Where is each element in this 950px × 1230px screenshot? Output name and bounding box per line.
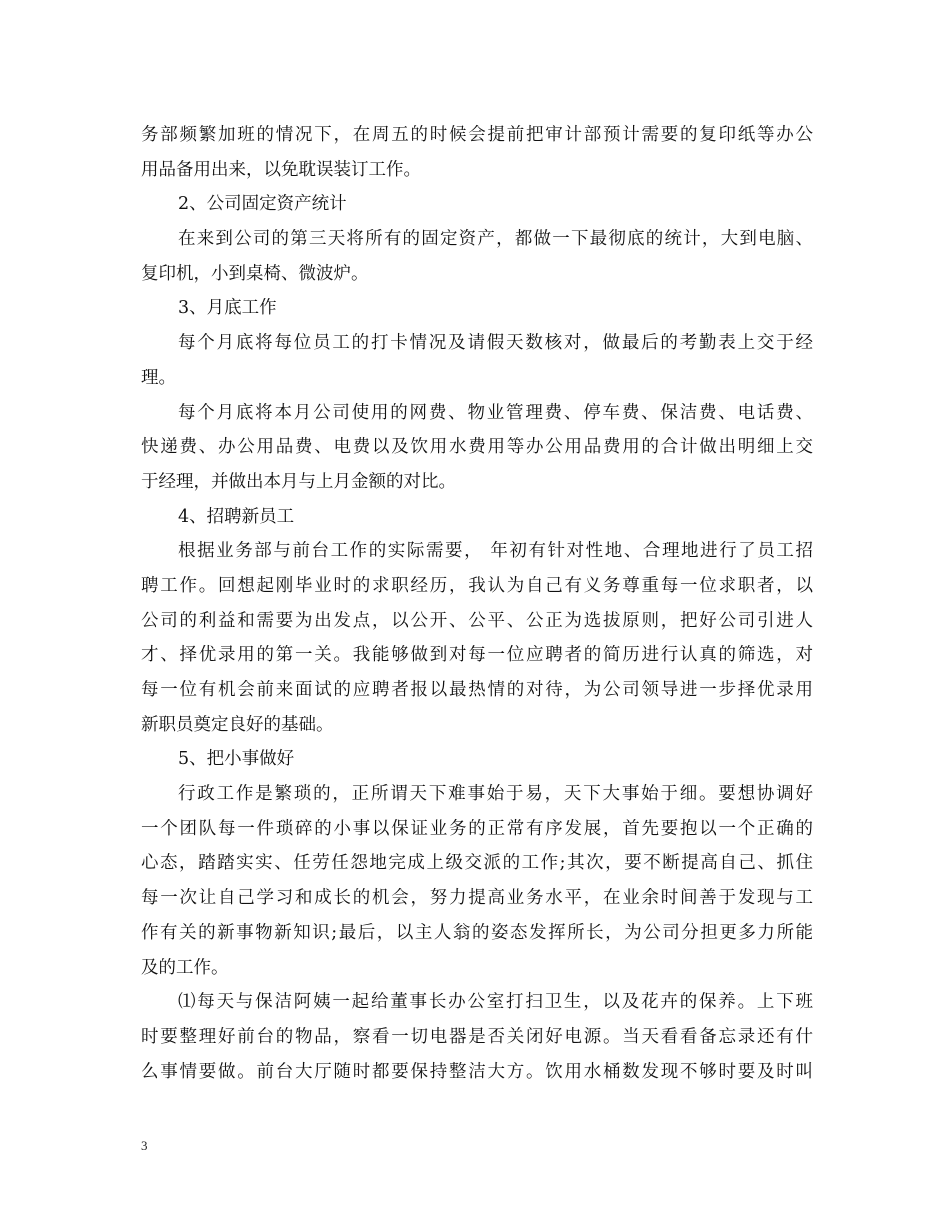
text-line: 用品备用出来，以免耽误装订工作。 (141, 159, 421, 180)
text-line: 每个月底将本月公司使用的网费、物业管理费、停车费、保洁费、电话费、 (178, 402, 813, 423)
text-line: 在来到公司的第三天将所有的固定资产，都做一下最彻底的统计，大到电脑、 (178, 229, 813, 250)
body-text (141, 118, 813, 1089)
text-line: 新职员奠定良好的基础。 (141, 714, 334, 735)
text-line: 每个月底将每位员工的打卡情况及请假天数核对，做最后的考勤表上交于经 (178, 333, 813, 354)
text-line: 复印机，小到桌椅、微波炉。 (141, 263, 369, 284)
text-line: 聘工作。回想起刚毕业时的求职经历，我认为自己有义务尊重每一位求职者，以 (141, 575, 813, 596)
text-line: 每一位有机会前来面试的应聘者报以最热情的对待，为公司领导进一步择优录用 (141, 680, 813, 700)
text-line: ⑴每天与保洁阿姨一起给董事长办公室打扫卫生，以及花卉的保养。上下班 (178, 992, 813, 1013)
text-line: 时要整理好前台的物品，察看一切电器是否关闭好电源。当天看看备忘录还有什 (141, 1026, 813, 1047)
text-line: 快递费、办公用品费、电费以及饮用水费用等办公用品费用的合计做出明细上交 (141, 437, 813, 458)
section-heading-4: 4、招聘新员工 (178, 506, 295, 527)
section-heading-2: 2、公司固定资产统计 (178, 194, 347, 215)
text-line: 于经理，并做出本月与上月金额的对比。 (141, 471, 456, 492)
text-line: 根据业务部与前台工作的实际需要， 年初有针对性地、合理地进行了员工招 (178, 541, 813, 562)
text-line: 心态，踏踏实实、任劳任怨地完成上级交派的工作;其次，要不断提高自己、抓住 (141, 853, 813, 874)
text-line: 公司的利益和需要为出发点，以公开、公平、公正为选拔原则，把好公司引进人 (141, 610, 813, 631)
text-line: 才、择优录用的第一关。我能够做到对每一位应聘者的简历进行认真的筛选，对 (141, 645, 813, 666)
section-heading-5: 5、把小事做好 (178, 749, 295, 770)
text-line: 一个团队每一件琐碎的小事以保证业务的正常有序发展，首先要抱以一个正确的 (141, 818, 813, 839)
text-line: 么事情要做。前台大厅随时都要保持整洁大方。饮用水桶数发现不够时要及时叫 (141, 1061, 813, 1082)
text-line: 每一次让自己学习和成长的机会，努力提高业务水平，在业余时间善于发现与工 (141, 888, 813, 909)
section-heading-3: 3、月底工作 (178, 298, 277, 319)
page-number: 3 (141, 1138, 148, 1153)
text-line: 理。 (141, 367, 176, 388)
text-line: 务部频繁加班的情况下，在周五的时候会提前把审计部预计需要的复印纸等办公 (141, 125, 813, 145)
text-line: 行政工作是繁琐的，正所谓天下难事始于易，天下大事始于细。要想协调好 (178, 784, 813, 805)
text-line: 作有关的新事物新知识;最后，以主人翁的姿态发挥所长，为公司分担更多力所能 (141, 922, 813, 943)
text-line: 及的工作。 (141, 957, 229, 978)
